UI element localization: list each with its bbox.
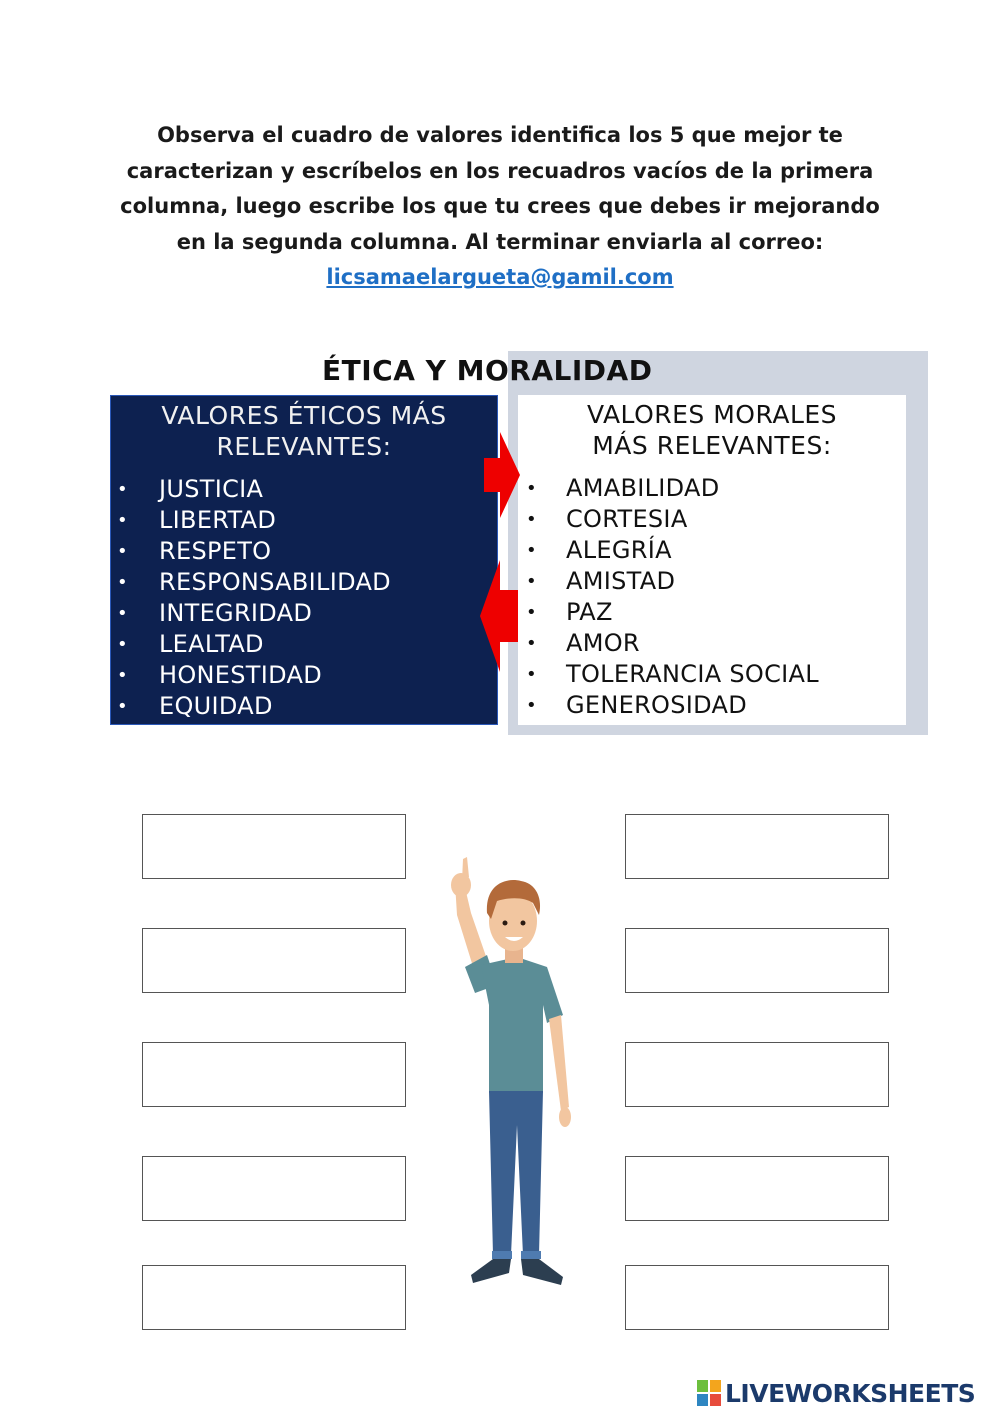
value-label: GENEROSIDAD	[566, 691, 748, 719]
bullet: •	[526, 478, 537, 499]
liveworksheets-logo	[697, 1378, 975, 1408]
heading-line: MÁS RELEVANTES:	[592, 431, 832, 460]
list-item	[111, 474, 497, 505]
answer-box-right-1[interactable]	[625, 814, 889, 879]
answer-box-left-1[interactable]	[142, 814, 406, 879]
value-label: JUSTICIA	[159, 475, 264, 503]
value-label: LIBERTAD	[159, 506, 277, 534]
list-item	[518, 473, 906, 504]
list-item	[518, 504, 906, 535]
bullet: •	[117, 479, 128, 500]
bullet: •	[117, 696, 128, 717]
list-item	[111, 536, 497, 567]
email-link[interactable]: licsamaelargueta@gamil.com	[326, 265, 674, 289]
instruction-line: columna, luego escribe los que tu crees que debes ir mejorando	[120, 194, 880, 218]
answer-box-left-5[interactable]	[142, 1265, 406, 1330]
chart-title: ÉTICA Y MORALIDAD	[322, 354, 653, 387]
moral-values-heading	[518, 399, 906, 461]
moral-values-list	[518, 473, 906, 721]
bullet: •	[526, 602, 537, 623]
answer-box-left-2[interactable]	[142, 928, 406, 993]
answer-box-right-2[interactable]	[625, 928, 889, 993]
arrow-left-icon	[480, 560, 518, 672]
logo-text: LIVEWORKSHEETS	[725, 1378, 976, 1408]
bullet: •	[526, 695, 537, 716]
value-label: PAZ	[566, 598, 613, 626]
list-item	[111, 598, 497, 629]
list-item	[518, 659, 906, 690]
bullet: •	[117, 634, 128, 655]
heading-line: VALORES MORALES	[586, 400, 838, 429]
list-item	[518, 690, 906, 721]
bullet: •	[117, 603, 128, 624]
instruction-line: caracterizan y escríbelos en los recuadros vacíos de la primera	[126, 158, 874, 183]
answer-box-right-5[interactable]	[625, 1265, 889, 1330]
instruction-line: Observa el cuadro de valores identifica los 5 que mejor te	[157, 123, 843, 147]
heading-line: VALORES ÉTICOS MÁS	[161, 401, 447, 430]
list-item	[111, 505, 497, 536]
value-label: INTEGRIDAD	[159, 599, 313, 627]
bullet: •	[526, 509, 537, 530]
bullet: •	[526, 540, 537, 561]
list-item	[518, 566, 906, 597]
value-label: ALEGRÍA	[566, 536, 672, 564]
list-item	[518, 628, 906, 659]
value-label: RESPETO	[159, 537, 272, 565]
list-item	[518, 597, 906, 628]
list-item	[111, 629, 497, 660]
value-label: AMOR	[566, 629, 640, 657]
bullet: •	[117, 541, 128, 562]
ethical-values-heading	[111, 400, 497, 462]
answer-box-left-3[interactable]	[142, 1042, 406, 1107]
bullet: •	[526, 571, 537, 592]
answer-box-right-3[interactable]	[625, 1042, 889, 1107]
bullet: •	[117, 572, 128, 593]
list-item	[518, 535, 906, 566]
value-label: CORTESIA	[566, 505, 688, 533]
value-label: LEALTAD	[159, 630, 264, 658]
instruction-line: en la segunda columna. Al terminar enviarla al correo:	[176, 229, 824, 254]
bullet: •	[526, 633, 537, 654]
value-label: HONESTIDAD	[159, 661, 322, 689]
value-label: AMISTAD	[566, 567, 676, 595]
value-label: EQUIDAD	[159, 692, 273, 720]
instructions	[100, 118, 900, 296]
person-illustration	[435, 855, 575, 1295]
arrow-right-icon	[484, 432, 520, 518]
list-item	[111, 660, 497, 691]
answer-box-left-4[interactable]	[142, 1156, 406, 1221]
value-label: RESPONSABILIDAD	[159, 568, 391, 596]
bullet: •	[526, 664, 537, 685]
list-item	[111, 567, 497, 598]
bullet: •	[117, 510, 128, 531]
value-label: AMABILIDAD	[566, 474, 720, 502]
value-label: TOLERANCIA SOCIAL	[566, 660, 819, 688]
moral-values-box	[518, 395, 906, 725]
ethical-values-box	[110, 395, 498, 725]
bullet: •	[117, 665, 128, 686]
ethical-values-list	[111, 474, 497, 722]
heading-line: RELEVANTES:	[216, 432, 392, 461]
answer-box-right-4[interactable]	[625, 1156, 889, 1221]
logo-icon	[697, 1380, 721, 1406]
list-item	[111, 691, 497, 722]
